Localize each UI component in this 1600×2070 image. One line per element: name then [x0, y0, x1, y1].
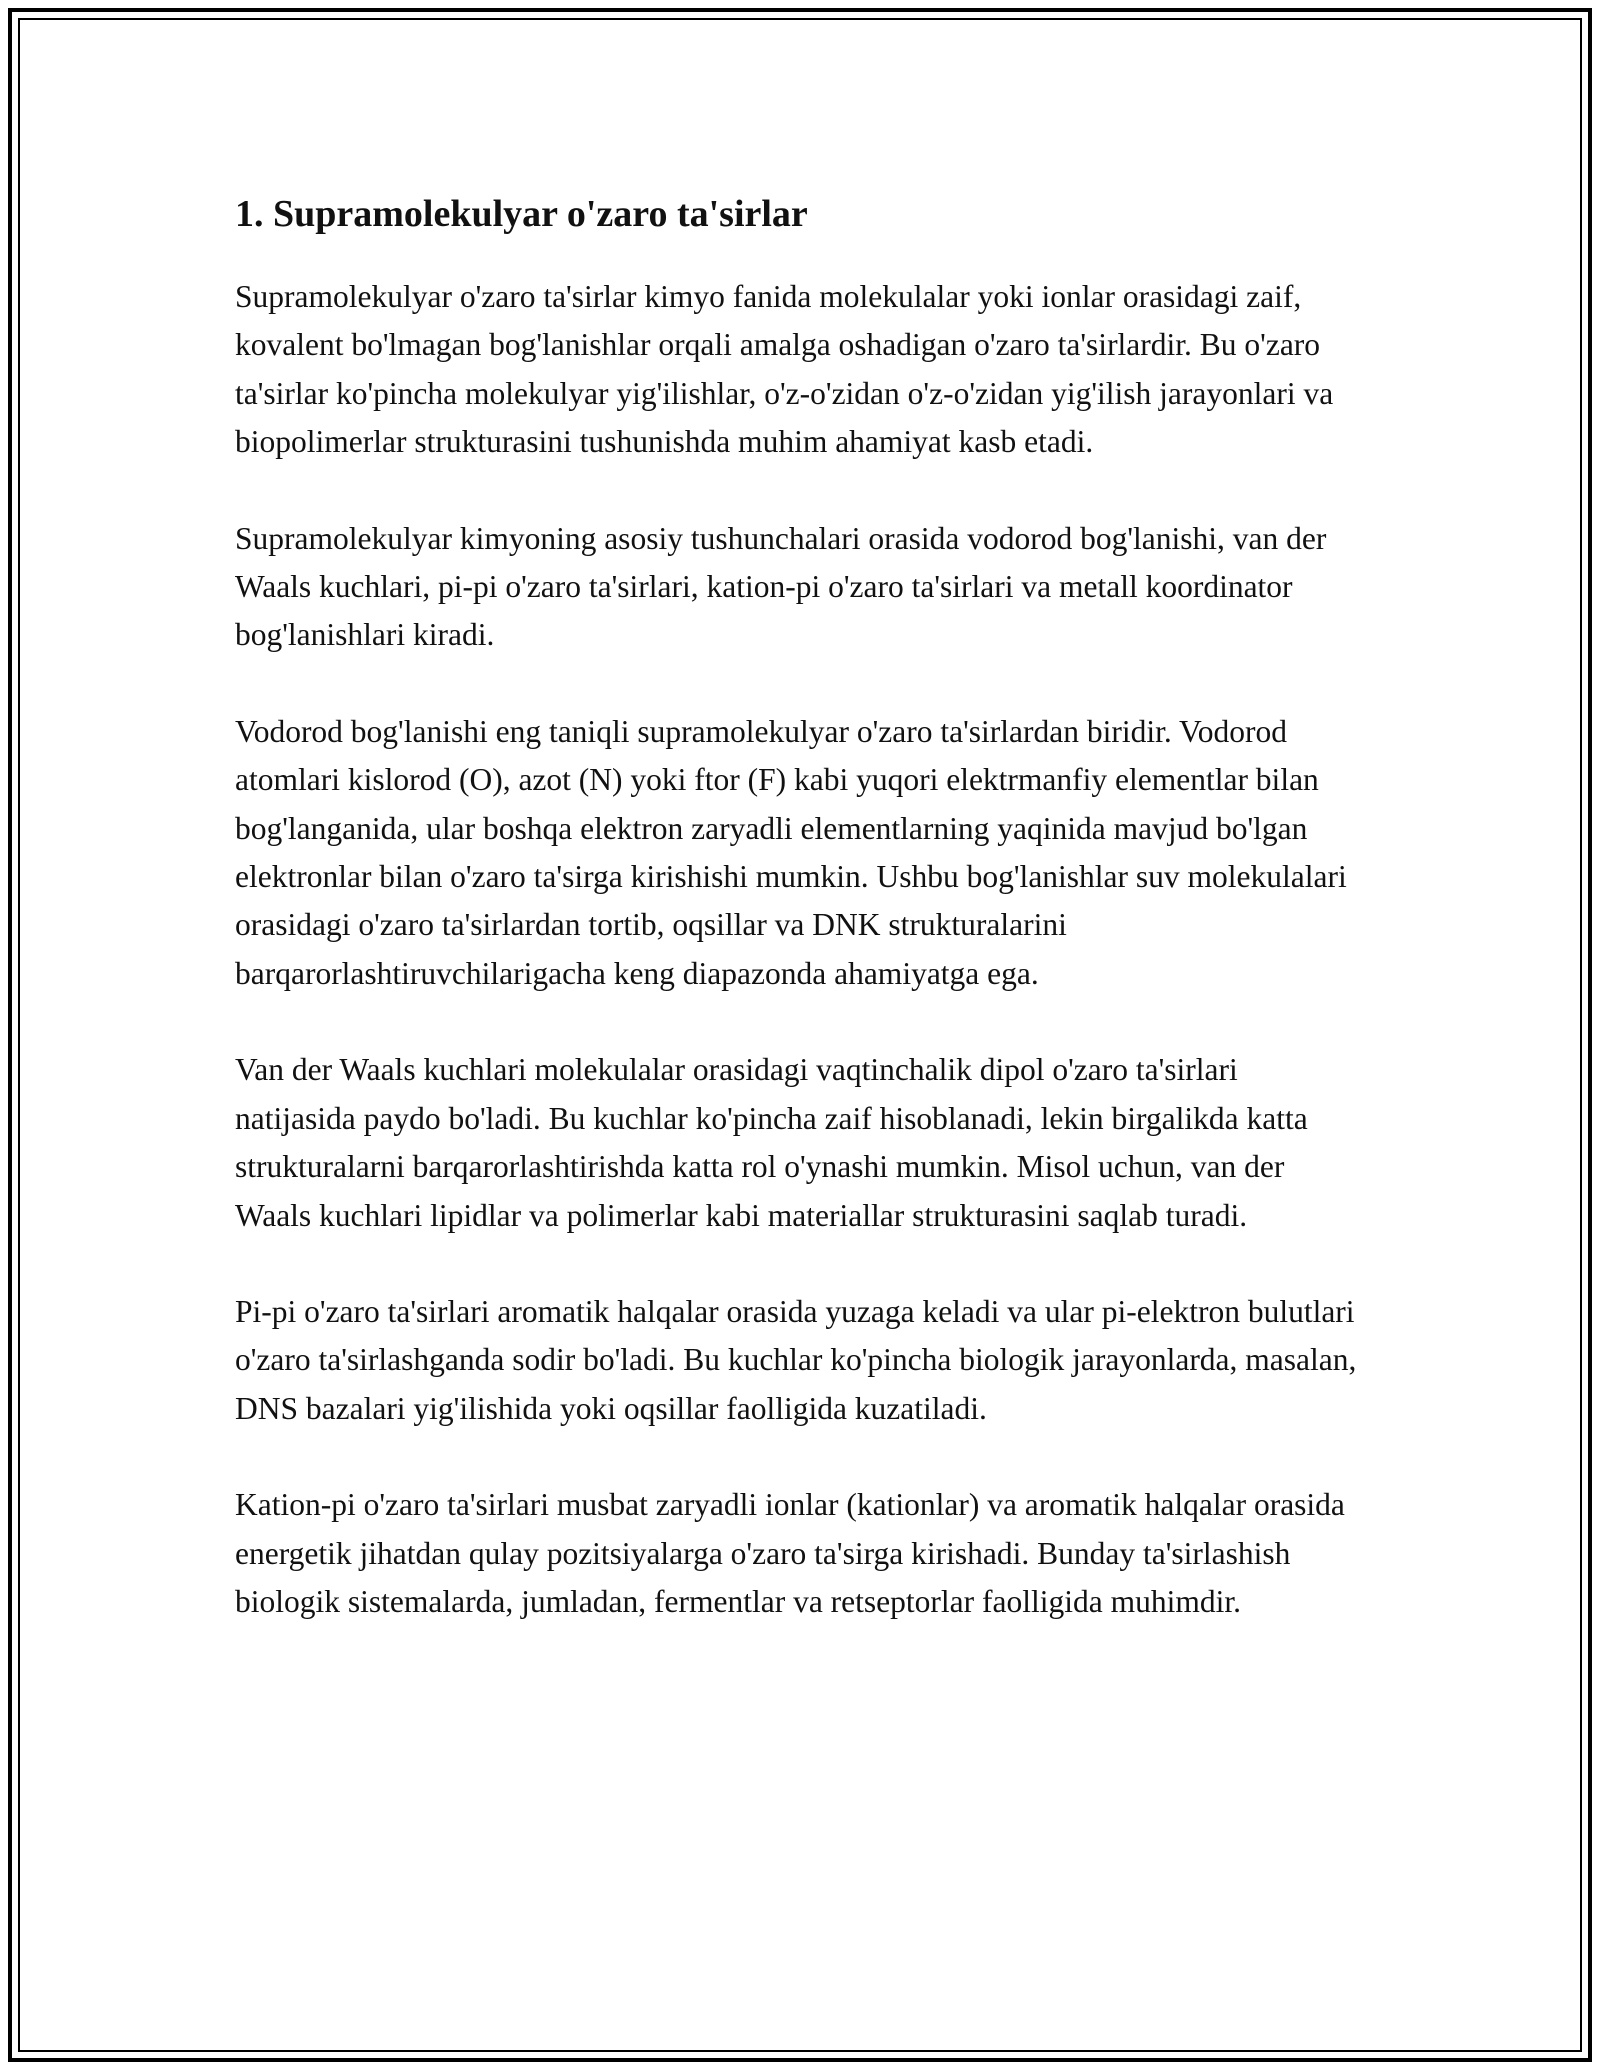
paragraph-intro: Supramolekulyar o'zaro ta'sirlar kimyo fanida molekulalar yoki ionlar orasidagi zaif, kovalent bo'lmagan bog'lanishlar orqali amalga oshadigan o'zaro ta'sirlardir. Bu o'zaro ta'sirlar ko'pincha molekulyar yig'ilishlar, o'z-o'zidan o'z-o'zidan yig'ilish jarayonlari va biopolimerlar strukturasini tushunishda muhim ahamiyat kasb etadi.: [235, 279, 1334, 460]
document-body: [235, 185, 1365, 1674]
paragraph-pi-pi: Pi-pi o'zaro ta'sirlari aromatik halqalar orasida yuzaga keladi va ular pi-elektron bulutlari o'zaro ta'sirlashganda sodir bo'ladi. Bu kuchlar ko'pincha biologik jarayonlarda, masalan, DNS bazalari yig'ilishida yoki oqsillar faolligida kuzatiladi.: [235, 1293, 1357, 1426]
section-heading: 1. Supramolekulyar o'zaro ta'sirlar: [235, 193, 808, 235]
paragraph-cation-pi: Kation-pi o'zaro ta'sirlari musbat zaryadli ionlar (kationlar) va aromatik halqalar orasida energetik jihatdan qulay pozitsiyalarga o'zaro ta'sirga kirishadi. Bunday ta'sirlashish biologik sistemalarda, jumladan, fermentlar va retseptorlar faolligida muhimdir.: [235, 1487, 1345, 1619]
paragraph-hydrogen-bonding: Vodorod bog'lanishi eng taniqli supramolekulyar o'zaro ta'sirlardan biridir. Vodorod atomlari kislorod (O), azot (N) yoki ftor (F) kabi yuqori elektrmanfiy elementlar bilan bog'langanida, ular boshqa elektron zaryadli elementlarning yaqinida mavjud bo'lgan elektronlar bilan o'zaro ta'sirga kirishishi mumkin. Ushbu bog'lanishlar suv molekulalari orasidagi o'zaro ta'sirlardan tortib, oqsillar va DNK strukturalarini barqarorlashtiruvchilarigacha keng diapazonda ahamiyatga ega.: [235, 713, 1347, 991]
paragraph-van-der-waals: Van der Waals kuchlari molekulalar orasidagi vaqtinchalik dipol o'zaro ta'sirlari natijasida paydo bo'ladi. Bu kuchlar ko'pincha zaif hisoblanadi, lekin birgalikda katta strukturalarni barqarorlashtirishda katta rol o'ynashi mumkin. Misol uchun, van der Waals kuchlari lipidlar va polimerlar kabi materiallar strukturasini saqlab turadi.: [235, 1052, 1308, 1233]
paragraph-key-concepts: Supramolekulyar kimyoning asosiy tushunchalari orasida vodorod bog'lanishi, van der Waals kuchlari, pi-pi o'zaro ta'sirlari, kation-pi o'zaro ta'sirlari va metall koordinator bog'lanishlari kiradi.: [235, 520, 1327, 653]
